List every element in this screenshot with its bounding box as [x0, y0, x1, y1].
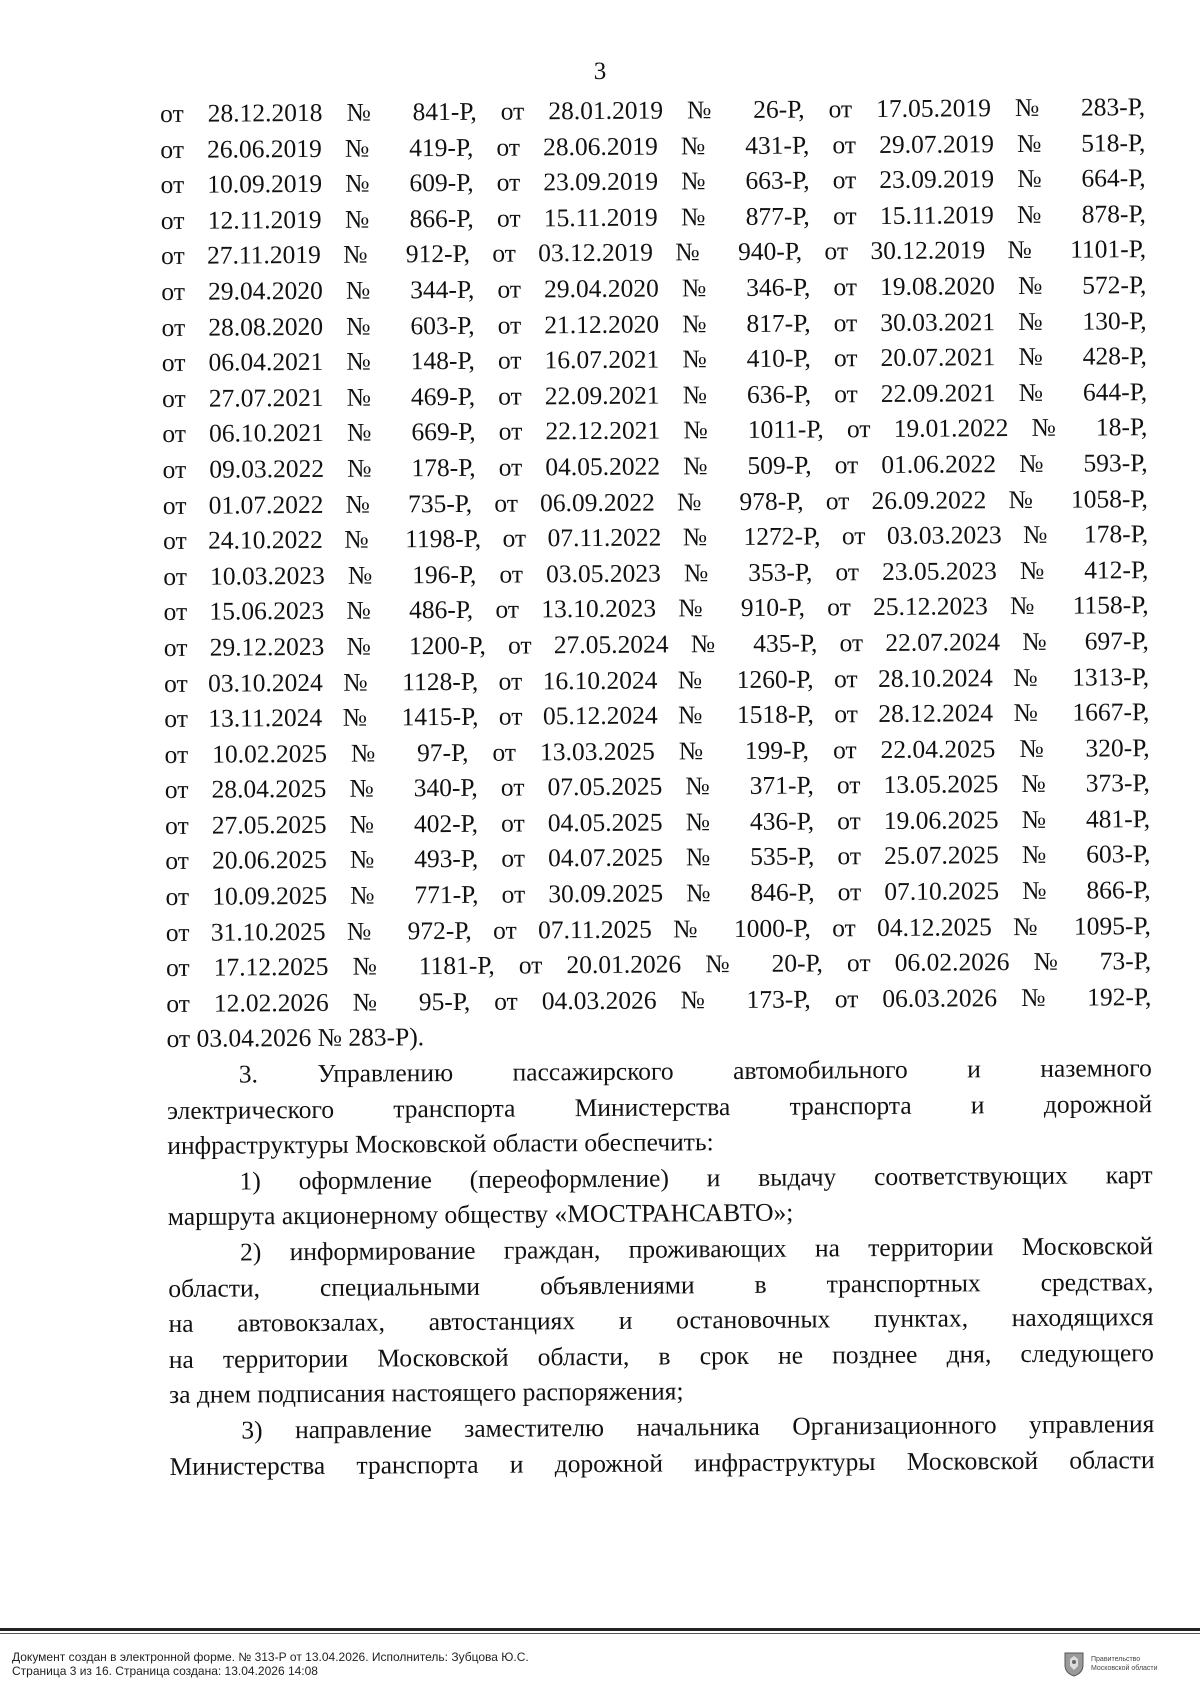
logo-caption-line: Правительство: [1091, 1656, 1141, 1663]
coat-of-arms-icon: [1063, 1651, 1085, 1677]
reference-line: от 01.07.2022 № 735-Р, от 06.09.2022 № 978-Р, от 26.09.2022 № 1058-Р,: [162, 483, 1148, 520]
section-3-paragraph: [167, 1050, 1153, 1164]
reference-line: от 13.11.2024 № 1415-Р, от 05.12.2024 № 1518-Р, от 28.12.2024 № 1667-Р,: [164, 697, 1150, 734]
reference-line: от 29.04.2020 № 344-Р, от 29.04.2020 № 346-Р, от 19.08.2020 № 572-Р,: [161, 270, 1147, 306]
paragraph-line: Министерства транспорта и дорожной инфраструктуры Московской области: [169, 1444, 1155, 1481]
reference-line: от 26.06.2019 № 419-Р, от 28.06.2019 № 431-Р, от 29.07.2019 № 518-Р,: [160, 127, 1146, 164]
logo-caption-line: Московской области: [1091, 1665, 1158, 1672]
reference-line: от 03.10.2024 № 1128-Р, от 16.10.2024 № 1260-Р, от 28.10.2024 № 1313-Р,: [163, 661, 1150, 698]
paragraph-line: маршрута акционерному обществу «МОСТРАНСАВТО»;: [167, 1198, 794, 1232]
reference-line: от 27.11.2019 № 912-Р, от 03.12.2019 № 940-Р, от 30.12.2019 № 1101-Р,: [161, 234, 1147, 271]
reference-line: от 17.12.2025 № 1181-Р, от 20.01.2026 № 20-Р, от 06.02.2026 № 73-Р,: [165, 946, 1152, 983]
reference-line: от 10.09.2019 № 609-Р, от 23.09.2019 № 663-Р, от 23.09.2019 № 664-Р,: [160, 163, 1146, 200]
footer-page-info: Страница 3 из 16. Страница создана: 13.04.2026 14:08: [12, 1664, 318, 1678]
paragraph-line: на автовокзалах, автостанциях и остановочных пунктах, находящихся: [168, 1302, 1154, 1339]
paragraph-line: на территории Московской области, в срок не позднее дня, следующего: [168, 1337, 1154, 1374]
reference-line: от 10.02.2025 № 97-Р, от 13.03.2025 № 199-Р, от 22.04.2025 № 320-Р,: [164, 732, 1150, 769]
paragraph-line: инфраструктуры Московской области обеспечить:: [167, 1127, 714, 1161]
paragraph-line: 3. Управлению пассажирского автомобильного и наземного: [238, 1053, 1152, 1089]
paragraph-line: за днем подписания настоящего распоряжения;: [168, 1376, 684, 1410]
footer-info: [12, 1650, 529, 1678]
footer-divider-thin: [0, 1633, 1200, 1634]
paragraph-line: 1) оформление (переоформление) и выдачу соответствующих карт: [239, 1159, 1153, 1196]
footer-document-info: Документ создан в электронной форме. № 313-Р от 13.04.2026. Исполнитель: Зубцова Ю.С.: [12, 1650, 529, 1664]
reference-line: от 20.06.2025 № 493-Р, от 04.07.2025 № 535-Р, от 25.07.2025 № 603-Р,: [165, 839, 1151, 876]
reference-line: от 29.12.2023 № 1200-Р, от 27.05.2024 № 435-Р, от 22.07.2024 № 697-Р,: [163, 626, 1149, 662]
reference-line: от 12.02.2026 № 95-Р, от 04.03.2026 № 173-Р, от 06.03.2026 № 192-Р,: [166, 981, 1152, 1018]
reference-line: от 24.10.2022 № 1198-Р, от 07.11.2022 № 1272-Р, от 03.03.2023 № 178-Р,: [163, 519, 1149, 556]
reference-line: от 27.05.2025 № 402-Р, от 04.05.2025 № 436-Р, от 19.06.2025 № 481-Р,: [164, 803, 1151, 840]
reference-line: от 28.04.2025 № 340-Р, от 07.05.2025 № 371-Р, от 13.05.2025 № 373-Р,: [164, 768, 1150, 805]
reference-line: от 28.12.2018 № 841-Р, от 28.01.2019 № 26-Р, от 17.05.2019 № 283-Р,: [160, 92, 1146, 128]
paragraph-line: электрического транспорта Министерства транспорта и дорожной: [166, 1088, 1153, 1125]
item-2-paragraph: [168, 1228, 1154, 1413]
reference-line: от 31.10.2025 № 972-Р, от 07.11.2025 № 1000-Р, от 04.12.2025 № 1095-Р,: [165, 910, 1151, 947]
document-body: [160, 89, 1155, 1484]
page-number: 3: [593, 58, 607, 85]
reference-line: от 12.11.2019 № 866-Р, от 15.11.2019 № 877-Р, от 15.11.2019 № 878-Р,: [160, 198, 1146, 235]
reference-line: от 06.04.2021 № 148-Р, от 16.07.2021 № 410-Р, от 20.07.2021 № 428-Р,: [161, 341, 1147, 378]
reference-line: от 27.07.2021 № 469-Р, от 22.09.2021 № 636-Р, от 22.09.2021 № 644-Р,: [162, 376, 1148, 413]
reference-line: от 03.04.2026 № 283-Р).: [166, 1022, 425, 1054]
reference-line: от 15.06.2023 № 486-Р, от 13.10.2023 № 910-Р, от 25.12.2023 № 1158-Р,: [163, 590, 1149, 627]
item-3-paragraph: [169, 1406, 1154, 1484]
reference-line: от 28.08.2020 № 603-Р, от 21.12.2020 № 817-Р, от 30.03.2021 № 130-Р,: [161, 305, 1147, 342]
paragraph-line: области, специальными объявлениями в транспортных средствах,: [168, 1266, 1154, 1303]
paragraph-line: 3) направление заместителю начальника Организационного управления: [241, 1409, 1155, 1445]
reference-list: [160, 89, 1152, 1057]
government-logo: [1063, 1651, 1158, 1677]
item-1-paragraph: [167, 1157, 1152, 1235]
paragraph-line: 2) информирование граждан, проживающих на территории Московской: [239, 1231, 1154, 1267]
footer-divider: [0, 1628, 1200, 1631]
reference-line: от 09.03.2022 № 178-Р, от 04.05.2022 № 509-Р, от 01.06.2022 № 593-Р,: [162, 448, 1148, 484]
reference-line: от 06.10.2021 № 669-Р, от 22.12.2021 № 1011-Р, от 19.01.2022 № 18-Р,: [162, 412, 1148, 449]
reference-line: от 10.03.2023 № 196-Р, от 03.05.2023 № 353-Р, от 23.05.2023 № 412-Р,: [163, 554, 1149, 591]
reference-line: от 10.09.2025 № 771-Р, от 30.09.2025 № 846-Р, от 07.10.2025 № 866-Р,: [165, 875, 1151, 912]
